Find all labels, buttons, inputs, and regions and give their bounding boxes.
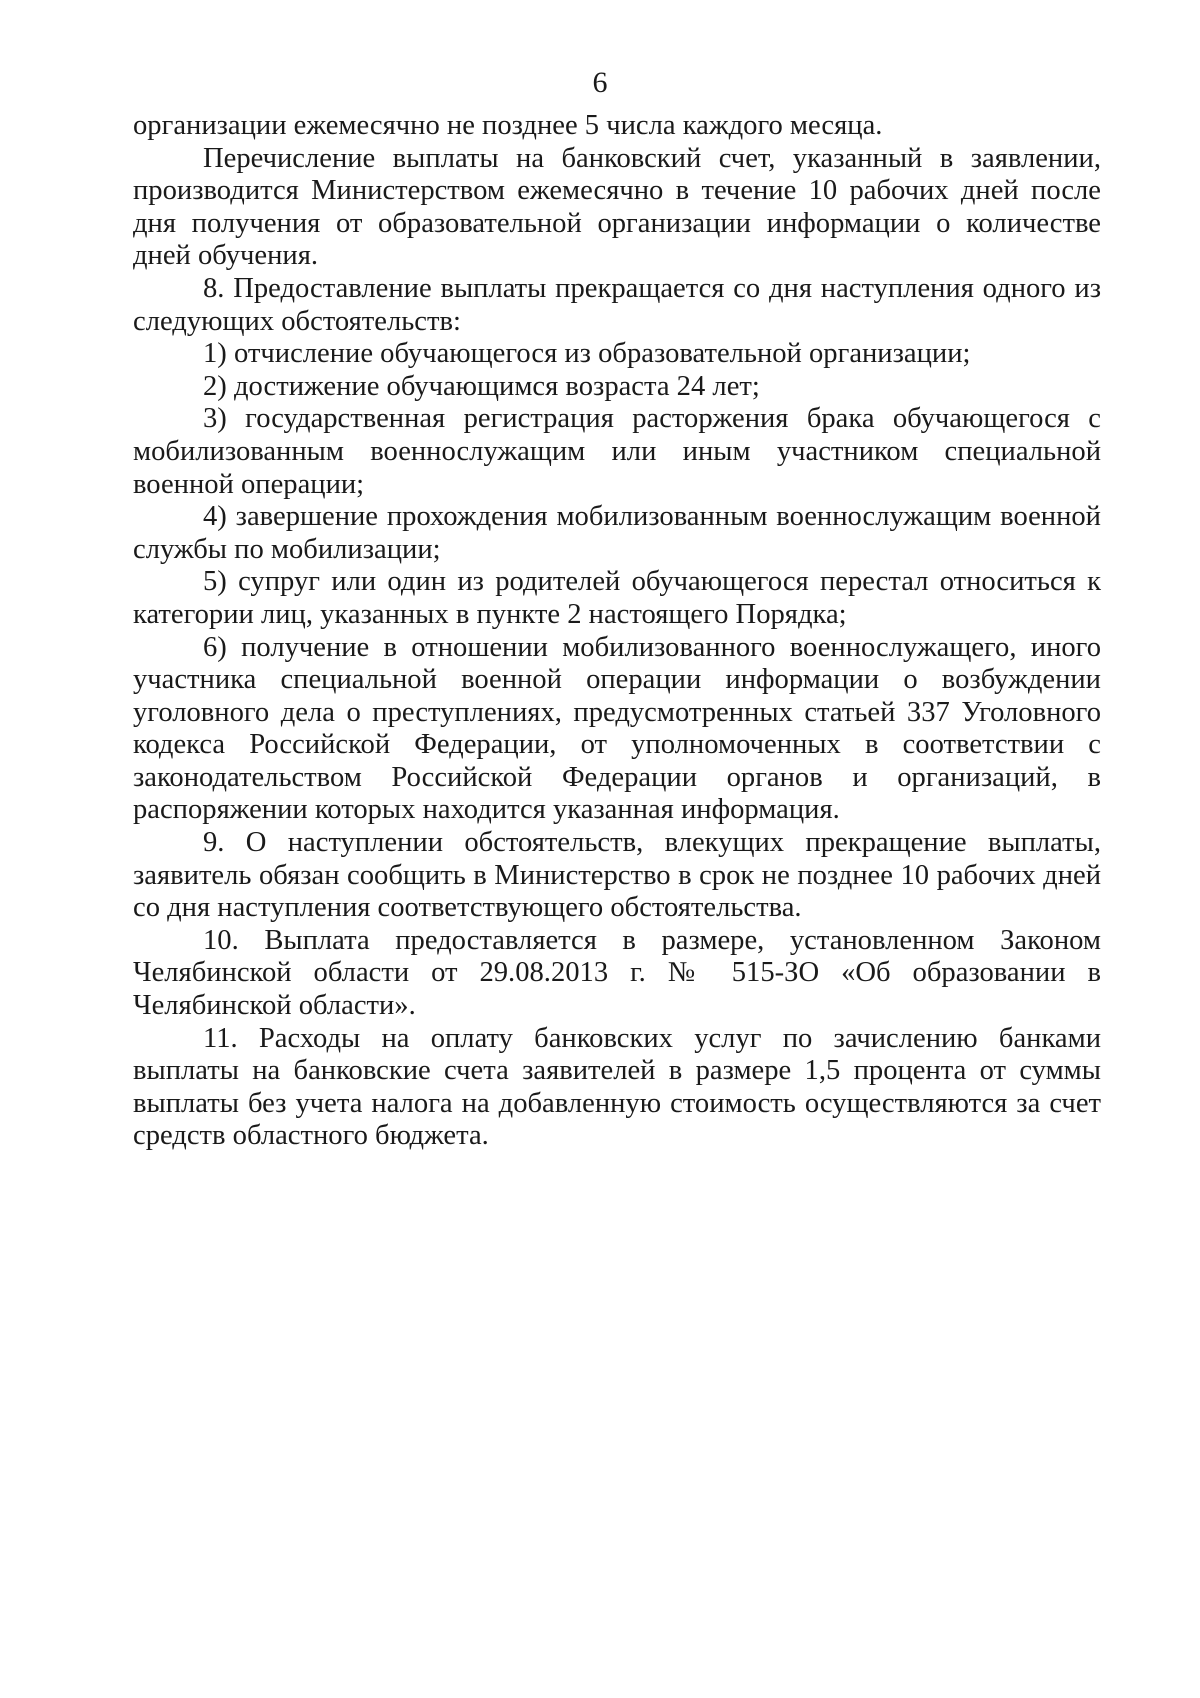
paragraph-item-8: 8. Предоставление выплаты прекращается со дня наступления одного из следующих обстоятельств: bbox=[133, 272, 1101, 337]
paragraph-item-9: 9. О наступлении обстоятельств, влекущих прекращение выплаты, заявитель обязан сообщить в Министерство в срок не позднее 10 рабочих дней со дня наступления соответствующего обстоятельства. bbox=[133, 827, 1101, 924]
document-body bbox=[133, 110, 1101, 1153]
paragraph-item-10: 10. Выплата предоставляется в размере, установленном Законом Челябинской области от 29.08.2013 г. № 515-ЗО «Об образовании в Челябинской области». bbox=[133, 924, 1101, 1022]
subitem-2: 2) достижение обучающимся возраста 24 лет; bbox=[203, 370, 760, 402]
subitem-1: 1) отчисление обучающегося из образовательной организации; bbox=[203, 338, 971, 370]
subitem-5: 5) супруг или один из родителей обучающегося перестал относиться к категории лиц, указанных в пункте 2 настоящего Порядка; bbox=[133, 566, 1101, 630]
subitem-3: 3) государственная регистрация расторжения брака обучающегося с мобилизованным военнослужащим или иным участником специальной военной операции; bbox=[133, 403, 1101, 500]
subitem-4: 4) завершение прохождения мобилизованным военнослужащим военной службы по мобилизации; bbox=[133, 501, 1101, 565]
paragraph-item-11: 11. Расходы на оплату банковских услуг по зачислению банками выплаты на банковские счета заявителей в размере 1,5 процента от суммы выплаты без учета налога на добавленную стоимость осуществляются за счет средств областного бюджета. bbox=[133, 1022, 1101, 1152]
paragraph-transfer: Перечисление выплаты на банковский счет, указанный в заявлении, производится Министерством ежемесячно в течение 10 рабочих дней после дня получения от образовательной организации информации о количестве дней обучения. bbox=[133, 142, 1101, 272]
paragraph-continuation: организации ежемесячно не позднее 5 числа каждого месяца. bbox=[133, 110, 883, 141]
subitem-6: 6) получение в отношении мобилизованного военнослужащего, иного участника специальной военной операции информации о возбуждении уголовного дела о преступлениях, предусмотренных статьей 337 Уголовного кодекса Российской Федерации, от уполномоченных в соответствии с законодательством Российской Федерации органов и организаций, в распоряжении которых находится указанная информация. bbox=[133, 631, 1101, 826]
page-number: 6 bbox=[592, 66, 608, 99]
